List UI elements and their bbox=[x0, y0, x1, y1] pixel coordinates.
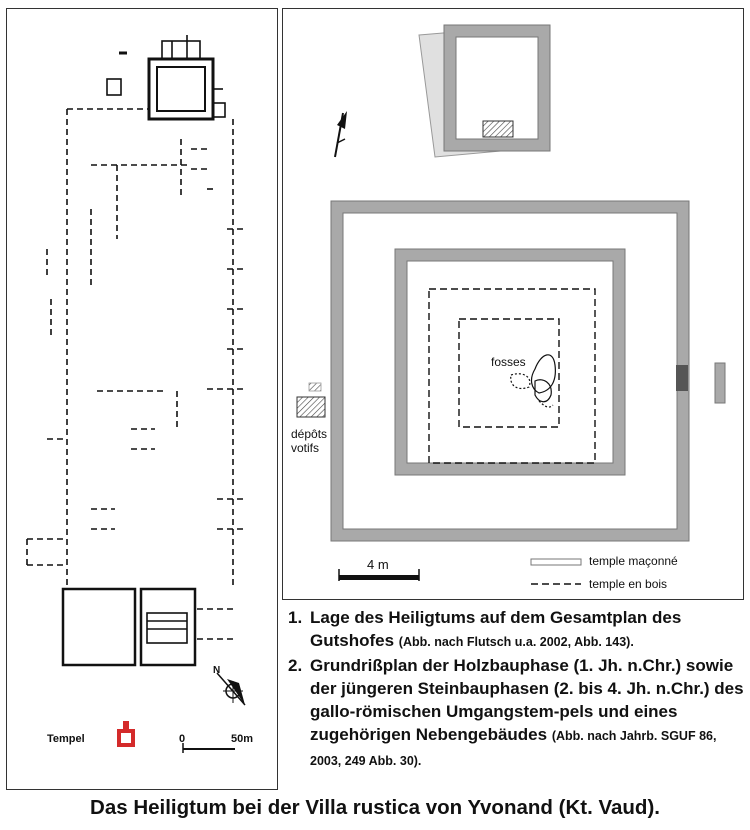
scale-end-label: 50m bbox=[231, 733, 254, 745]
caption-item-2-main: Grundrißplan der Holzbauphase (1. Jh. n.Chr.) sowie der jüngeren Steinbauphasen (2. bis 4. Jh. n.Chr.) des gallo-römischen Umgangstem-pels und eines zugehörigen Nebengebäudes bbox=[310, 656, 744, 744]
temple-plan-panel bbox=[282, 8, 744, 600]
caption-item-2-text bbox=[310, 654, 744, 773]
upper-temple-complex bbox=[107, 35, 225, 119]
depots-label: dépôts bbox=[291, 427, 328, 441]
temple-marker-icon bbox=[119, 721, 133, 745]
temple-label: Tempel bbox=[47, 733, 85, 745]
caption-item-2 bbox=[288, 654, 744, 773]
page-title: Das Heiligtum bei der Villa rustica von Yvonand (Kt. Vaud). bbox=[90, 796, 660, 819]
legend-label-wood: temple en bois bbox=[589, 577, 668, 591]
caption-item-1-text bbox=[310, 606, 744, 654]
lower-buildings bbox=[63, 589, 195, 665]
caption-item-2-source: (Abb. nach Jahrb. SGUF 86, 2003, 249 Abb. 30). bbox=[310, 729, 717, 768]
scale-label: 4 m bbox=[367, 557, 389, 572]
site-plan-drawing bbox=[7, 9, 279, 791]
legend-symbols bbox=[531, 559, 581, 584]
temple-plan-drawing bbox=[283, 9, 745, 601]
annex-building bbox=[419, 25, 550, 157]
north-label: N bbox=[213, 665, 221, 676]
fosses-label: fosses bbox=[491, 355, 526, 369]
caption-item-1-main: Lage des Heiligtums auf dem Gesamtplan des Gutshofes bbox=[310, 608, 682, 650]
caption-item-1-number: 1. bbox=[288, 608, 303, 627]
votifs-label: votifs bbox=[291, 441, 320, 455]
caption-item-1 bbox=[288, 606, 744, 654]
figure-caption bbox=[288, 606, 744, 773]
scale-start-label: 0 bbox=[179, 733, 186, 745]
enclosure-walls bbox=[27, 109, 243, 639]
north-arrow-right bbox=[335, 111, 347, 157]
votive-deposit bbox=[297, 383, 325, 417]
east-wall-fragment bbox=[715, 363, 725, 403]
north-arrow bbox=[217, 673, 245, 705]
scale-bar-left bbox=[183, 743, 235, 753]
site-plan-panel bbox=[6, 8, 278, 790]
caption-item-1-source: (Abb. nach Flutsch u.a. 2002, Abb. 143). bbox=[398, 635, 634, 649]
caption-item-2-number: 2. bbox=[288, 656, 303, 675]
legend-label-masonry: temple maçonné bbox=[589, 554, 678, 568]
